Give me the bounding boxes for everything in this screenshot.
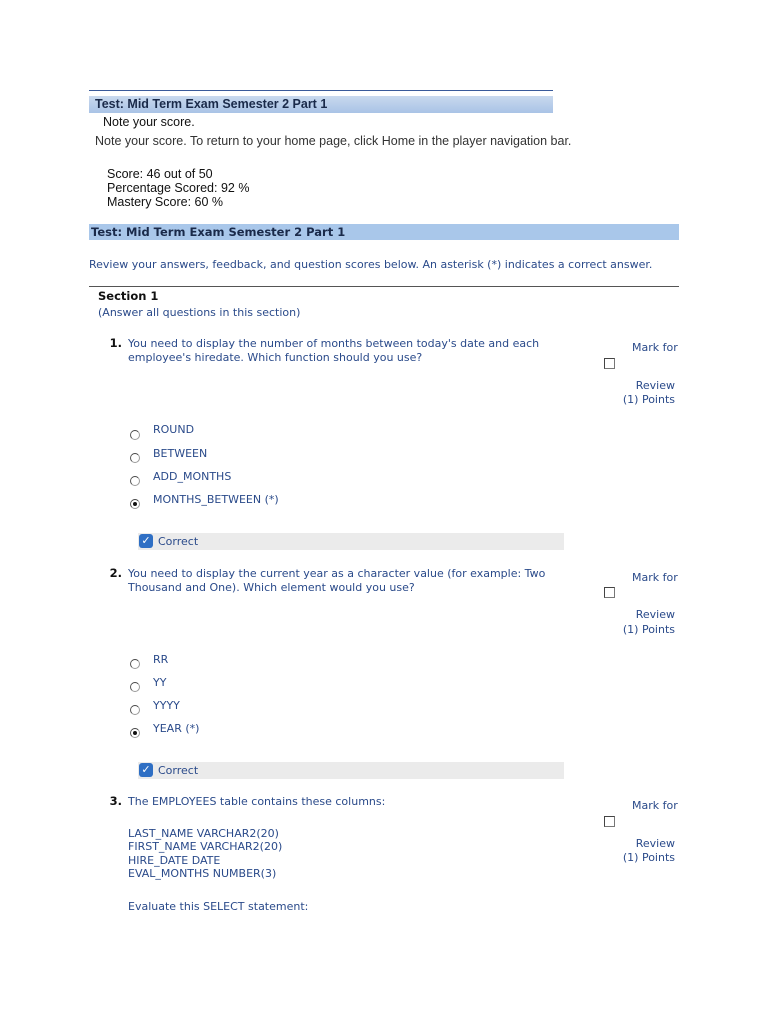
review-label: Review [635, 608, 675, 621]
answer-option: YYYY [153, 699, 180, 712]
section-title: Section 1 [98, 289, 159, 303]
review-title-bar: Test: Mid Term Exam Semester 2 Part 1 [89, 224, 679, 240]
answer-option: MONTHS_BETWEEN (*) [153, 493, 279, 506]
mark-for-review-checkbox[interactable] [604, 816, 615, 827]
answer-radio-selected[interactable] [130, 728, 140, 738]
answer-option: YY [153, 676, 167, 689]
review-label: Review [635, 837, 675, 850]
answer-radio-selected[interactable] [130, 499, 140, 509]
points-label: (1) Points [622, 623, 675, 636]
mark-for-review-checkbox[interactable] [604, 587, 615, 598]
question-text: You need to display the number of months between today's date and each employee's hiredate. Which function should you use? [128, 337, 540, 364]
answer-option: YEAR (*) [153, 722, 200, 735]
review-instructions: Review your answers, feedback, and question scores below. An asterisk (*) indicates a correct answer. [89, 258, 653, 271]
answer-radio[interactable] [130, 705, 140, 715]
question-number: 2. [109, 566, 122, 580]
mark-for-label: Mark for [632, 341, 678, 354]
question-text: The EMPLOYEES table contains these columns: [128, 795, 386, 808]
table-column: LAST_NAME VARCHAR2(20) [128, 827, 279, 840]
mark-for-label: Mark for [632, 571, 678, 584]
question-number: 1. [109, 336, 122, 350]
table-column: HIRE_DATE DATE [128, 854, 221, 867]
checkmark-icon: ✓ [139, 763, 153, 777]
answer-radio[interactable] [130, 659, 140, 669]
header-divider [89, 90, 553, 91]
note-title: Note your score. [103, 115, 195, 129]
answer-option: ADD_MONTHS [153, 470, 232, 483]
answer-radio[interactable] [130, 682, 140, 692]
feedback-label: Correct [158, 535, 199, 548]
answer-option: BETWEEN [153, 447, 208, 460]
section-divider [89, 286, 679, 287]
question-number: 3. [109, 794, 122, 808]
percentage-scored: Percentage Scored: 92 % [107, 181, 250, 195]
score-value: Score: 46 out of 50 [107, 167, 213, 181]
table-column: EVAL_MONTHS NUMBER(3) [128, 867, 277, 880]
mark-for-label: Mark for [632, 799, 678, 812]
mark-for-review-checkbox[interactable] [604, 358, 615, 369]
question-followup: Evaluate this SELECT statement: [128, 900, 309, 913]
note-instructions: Note your score. To return to your home page, click Home in the player navigation bar. [95, 134, 572, 148]
answer-option: RR [153, 653, 169, 666]
answer-radio[interactable] [130, 476, 140, 486]
points-label: (1) Points [622, 851, 675, 864]
points-label: (1) Points [622, 393, 675, 406]
test-title-bar: Test: Mid Term Exam Semester 2 Part 1 [89, 96, 553, 113]
feedback-bar [138, 533, 564, 550]
answer-option: ROUND [153, 423, 195, 436]
feedback-label: Correct [158, 764, 199, 777]
feedback-bar [138, 762, 564, 779]
review-label: Review [635, 379, 675, 392]
checkmark-icon: ✓ [139, 534, 153, 548]
answer-radio[interactable] [130, 430, 140, 440]
table-column: FIRST_NAME VARCHAR2(20) [128, 840, 283, 853]
answer-radio[interactable] [130, 453, 140, 463]
mastery-score: Mastery Score: 60 % [107, 195, 224, 209]
question-text: You need to display the current year as a character value (for example: Two Thousand and One). Which element would you use? [128, 567, 546, 594]
section-subtitle: (Answer all questions in this section) [98, 306, 301, 319]
